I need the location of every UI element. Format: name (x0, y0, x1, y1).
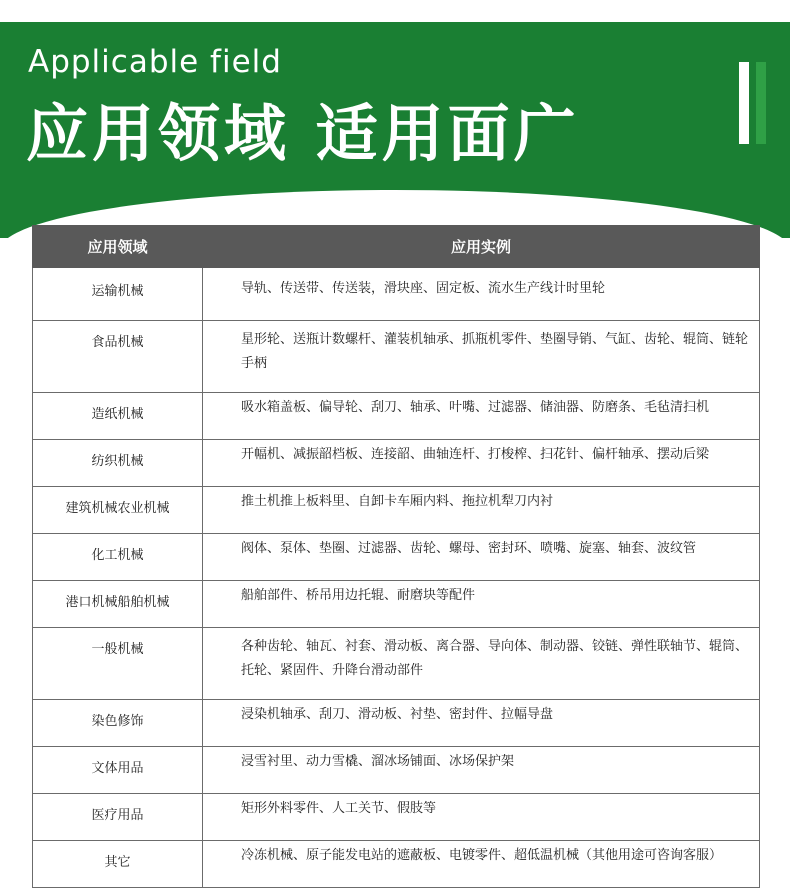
application-table (32, 225, 760, 888)
examples-cell: 推土机推上板料里、自卸卡车厢内料、拖拉机犁刀内衬 (203, 487, 760, 534)
table-row (33, 700, 760, 747)
banner-subtitle: Applicable field (28, 44, 282, 80)
column-header-examples: 应用实例 (203, 226, 760, 268)
examples-cell: 阀体、泵体、垫圈、过滤器、齿轮、螺母、密封环、喷嘴、旋塞、轴套、波纹管 (203, 534, 760, 581)
examples-cell: 各种齿轮、轴瓦、衬套、滑动板、离合器、导向体、制动器、铰链、弹性联轴节、辊筒、托轮、紧固件、升降台滑动部件 (203, 628, 760, 700)
field-cell: 医疗用品 (33, 794, 203, 841)
examples-cell: 导轨、传送带、传送装，滑块座、固定板、流水生产线计时里轮 (203, 268, 760, 321)
field-cell: 港口机械船舶机械 (33, 581, 203, 628)
examples-cell: 船舶部件、桥吊用边托辊、耐磨块等配件 (203, 581, 760, 628)
field-cell: 其它 (33, 841, 203, 888)
field-cell: 化工机械 (33, 534, 203, 581)
table-row (33, 268, 760, 321)
decor-bar-white (739, 62, 749, 144)
examples-cell: 冷冻机械、原子能发电站的遮蔽板、电镀零件、超低温机械（其他用途可咨询客服） (203, 841, 760, 888)
banner-title: 应用领域 适用面广 (26, 97, 580, 170)
decor-bar-green (756, 62, 766, 144)
table-row (33, 487, 760, 534)
table-row (33, 747, 760, 794)
field-cell: 一般机械 (33, 628, 203, 700)
table-row (33, 534, 760, 581)
field-cell: 造纸机械 (33, 393, 203, 440)
table-row (33, 841, 760, 888)
field-cell: 染色修饰 (33, 700, 203, 747)
field-cell: 食品机械 (33, 321, 203, 393)
examples-cell: 吸水箱盖板、偏导轮、刮刀、轴承、叶嘴、过滤器、储油器、防磨条、毛毡清扫机 (203, 393, 760, 440)
table-header-row (33, 226, 760, 268)
table-row (33, 440, 760, 487)
table-row (33, 393, 760, 440)
examples-cell: 矩形外料零件、人工关节、假肢等 (203, 794, 760, 841)
examples-cell: 星形轮、送瓶计数螺杆、灌装机轴承、抓瓶机零件、垫圈导销、气缸、齿轮、辊筒、链轮手柄 (203, 321, 760, 393)
examples-cell: 浸染机轴承、刮刀、滑动板、衬垫、密封件、拉幅导盘 (203, 700, 760, 747)
table-row (33, 321, 760, 393)
column-header-field: 应用领域 (33, 226, 203, 268)
field-cell: 运输机械 (33, 268, 203, 321)
table-row (33, 628, 760, 700)
top-strip (0, 0, 790, 22)
field-cell: 纺织机械 (33, 440, 203, 487)
table-row (33, 581, 760, 628)
examples-cell: 浸雪衬里、动力雪橇、溜冰场铺面、冰场保护架 (203, 747, 760, 794)
field-cell: 建筑机械农业机械 (33, 487, 203, 534)
examples-cell: 开幅机、减振韶档板、连接韶、曲轴连杆、打梭榨、扫花针、偏杆轴承、摆动后梁 (203, 440, 760, 487)
table-row (33, 794, 760, 841)
field-cell: 文体用品 (33, 747, 203, 794)
